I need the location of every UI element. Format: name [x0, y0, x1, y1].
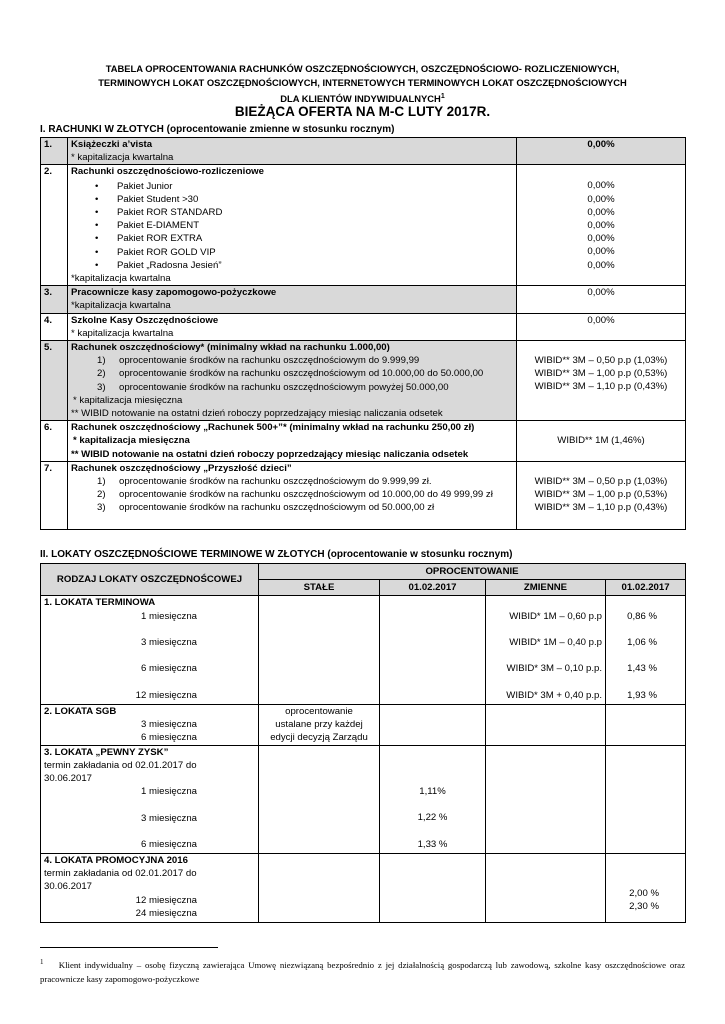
var-cell: [486, 704, 606, 745]
term-label: 1 miesięczna: [141, 786, 197, 798]
term-label: 6 miesięczna: [141, 732, 197, 744]
table-row: [41, 421, 686, 462]
fixed-cell: [259, 854, 380, 923]
row-description: [68, 286, 517, 313]
footnote-text: Klient indywidualny – osobę fizyczną zawierająca Umowę niezwiązaną bezpośrednio z jej działalnością gospodarczą lub zawodową, szkolne kasy oszczędnościowe oraz pracownicze kasy zapomogowo-pożyczkowe: [40, 959, 685, 984]
col-var-header: ZMIENNE: [486, 580, 606, 596]
item-text: oprocentowanie środków na rachunku oszczędnościowym powyżej 50.000,00: [119, 381, 449, 393]
footnote-mark: 1: [40, 958, 44, 966]
deposit-period: 30.06.2017: [44, 772, 93, 784]
list-item: [71, 488, 513, 501]
date1-cell: [380, 854, 486, 923]
rate-value: WIBID** 3M – 1,00 p.p (0,53%): [534, 489, 668, 501]
rate-cell: [606, 745, 686, 854]
var-rate: WIBID* 3M – 0,10 p.p.: [506, 663, 602, 675]
term-label: 12 miesięczna: [135, 689, 197, 701]
rate-value: 0,00%: [587, 193, 615, 205]
row-description: [68, 138, 517, 165]
item-number: 3): [97, 502, 106, 514]
item-number: 3): [97, 381, 106, 393]
rate-value: 1,43 %: [627, 663, 658, 675]
table-row: [41, 165, 686, 286]
rate-value: WIBID** 3M – 1,10 p.p (0,43%): [534, 502, 668, 514]
fixed-cell: [259, 704, 380, 745]
fixed-note: oprocentowanie: [285, 705, 353, 717]
rate-value: 0,00%: [587, 180, 615, 192]
col-date1-header: 01.02.2017: [380, 580, 486, 596]
row-rate: [517, 165, 686, 286]
term-label: 3 miesięczna: [141, 812, 197, 824]
row-title: Szkolne Kasy Oszczędnościowe: [71, 314, 219, 326]
date1-cell: [380, 745, 486, 854]
row-number: 3.: [41, 286, 68, 313]
term-label: 12 miesięczna: [135, 894, 197, 906]
row-title: Rachunek oszczędnościowy „Rachunek 500+”* (minimalny wkład na rachunku 250,00 zł): [71, 422, 475, 434]
row-title: Rachunki oszczędnościowo-rozliczeniowe: [71, 166, 264, 178]
item-text: oprocentowanie środków na rachunku oszczędnościowym do 9.999,99 zł.: [119, 476, 432, 488]
rate-value: WIBID** 3M – 1,10 p.p (0,43%): [534, 381, 668, 393]
item-text: oprocentowanie środków na rachunku oszczędnościowym od 10.000,00 do 50.000,00: [119, 368, 484, 380]
list-item: • Pakiet ROR STANDARD: [71, 206, 513, 219]
rate-value: 0,00%: [587, 259, 615, 271]
rate-value: 0,00%: [587, 206, 615, 218]
table-row: [41, 461, 686, 529]
item-number: 1): [97, 476, 106, 488]
list-item: • Pakiet ROR GOLD VIP: [71, 246, 513, 259]
row-title: Rachunek oszczędnościowy „Przyszłość dzieci”: [71, 462, 292, 474]
col-date2-header: 01.02.2017: [606, 580, 686, 596]
row-title: Rachunek oszczędnościowy* (minimalny wkład na rachunku 1.000,00): [71, 342, 390, 354]
deposit-title: 1. LOKATA TERMINOWA: [44, 597, 156, 609]
rate-value: 1,22 %: [417, 812, 448, 824]
var-rate: WIBID* 3M + 0,40 p.p.: [506, 689, 602, 701]
doc-header-line1: TABELA OPROCENTOWANIA RACHUNKÓW OSZCZĘDNOŚCIOWYCH, OSZCZĘDNOŚCIOWO- ROZLICZENIOWYCH,: [105, 63, 620, 74]
row-number: 7.: [41, 461, 68, 529]
rate-value: 1,06 %: [627, 636, 658, 648]
list-item: [71, 501, 513, 514]
accounts-table: [40, 137, 686, 530]
row-number: 6.: [41, 421, 68, 462]
row-note: *kapitalizacja kwartalna: [71, 273, 171, 285]
header-row: [41, 564, 686, 580]
deposit-kind: [41, 704, 259, 745]
item-text: oprocentowanie środków na rachunku oszczędnościowym od 10.000,00 do 49 999,99 zł: [119, 489, 493, 501]
row-description: [68, 165, 517, 286]
row-rate: WIBID** 1M (1,46%): [517, 421, 686, 462]
row-description: [68, 461, 517, 529]
doc-header-line3-text: DLA KLIENTÓW INDYWIDUALNYCH: [280, 93, 441, 105]
list-item: [71, 381, 513, 394]
table-row: [41, 313, 686, 340]
list-item: [71, 354, 513, 367]
deposits-table: [40, 563, 686, 923]
table-row: [41, 854, 686, 923]
col-kind-header: RODZAJ LOKATY OSZCZĘDNOŚCOWEJ: [41, 564, 259, 596]
table-row: [41, 138, 686, 165]
list-item: • Pakiet ROR EXTRA: [71, 232, 513, 245]
rate-value: 0,86 %: [627, 610, 658, 622]
footnote: [40, 955, 685, 986]
row-title: Pracownicze kasy zapomogowo-pożyczkowe: [71, 287, 277, 299]
var-cell: [486, 596, 606, 705]
list-item: • Pakiet Student >30: [71, 193, 513, 206]
term-label: 3 miesięczna: [141, 636, 197, 648]
table-row: [41, 745, 686, 854]
doc-header-line2: TERMINOWYCH LOKAT OSZCZĘDNOŚCIOWYCH, INTERNETOWYCH TERMINOWYCH LOKAT OSZCZĘDNOŚCIOWYCH: [98, 77, 627, 88]
deposit-kind: [41, 745, 259, 854]
fixed-cell: [259, 596, 380, 705]
rate-value: WIBID** 3M – 0,50 p.p (1,03%): [534, 475, 668, 487]
fixed-note: ustalane przy każdej: [275, 719, 363, 731]
deposit-kind: [41, 596, 259, 705]
deposit-kind: [41, 854, 259, 923]
fixed-note: edycji decyzją Zarządu: [270, 732, 368, 744]
rate-value: 2,30 %: [629, 901, 660, 913]
row-number: 4.: [41, 313, 68, 340]
page-title: BIEŻĄCA OFERTA NA M-C LUTY 2017R.: [234, 104, 491, 119]
rate-value: 1,11%: [419, 786, 446, 798]
rate-value: 2,00 %: [629, 888, 660, 900]
deposit-period: 30.06.2017: [44, 881, 93, 893]
row-description: [68, 341, 517, 421]
row-rate: [517, 341, 686, 421]
table-row: [41, 341, 686, 421]
list-item: • Pakiet „Radosna Jesień”: [71, 259, 513, 272]
deposit-period: termin zakładania od 02.01.2017 do: [44, 868, 197, 880]
rate-cell: [606, 854, 686, 923]
var-cell: [486, 745, 606, 854]
var-rate: WIBID* 1M – 0,40 p.p: [509, 636, 602, 648]
deposit-title: 2. LOKATA SGB: [44, 705, 117, 717]
fixed-cell: [259, 745, 380, 854]
term-label: 3 miesięczna: [141, 719, 197, 731]
col-fixed-header: STAŁE: [259, 580, 380, 596]
row-description: [68, 313, 517, 340]
rate-value: 1,93 %: [627, 689, 658, 701]
footnote-separator: [40, 947, 218, 948]
rate-value: WIBID** 3M – 1,00 p.p (0,53%): [534, 368, 668, 380]
item-number: 2): [97, 368, 106, 380]
row-rate: 0,00%: [517, 138, 686, 165]
term-label: 1 miesięczna: [141, 610, 197, 622]
table-row: [41, 286, 686, 313]
row-note: * kapitalizacja miesięczna: [73, 394, 183, 406]
row-number: 2.: [41, 165, 68, 286]
row-title: Książeczki a’vista: [71, 139, 153, 150]
row-note: * kapitalizacja kwartalna: [71, 152, 174, 164]
table-row: [41, 596, 686, 705]
row-note: * kapitalizacja kwartalna: [71, 327, 174, 339]
list-item: [71, 367, 513, 380]
rate-cell: [606, 704, 686, 745]
date1-cell: [380, 704, 486, 745]
date1-cell: [380, 596, 486, 705]
rate-value: WIBID** 3M – 0,50 p.p (1,03%): [534, 355, 668, 367]
term-label: 6 miesięczna: [141, 663, 197, 675]
row-description: [68, 421, 517, 462]
term-label: 6 miesięczna: [141, 838, 197, 850]
rate-value: 0,00%: [587, 233, 615, 245]
row-note: ** WIBID notowanie na ostatni dzień roboczy poprzedzający miesiąc naliczania odsetek: [71, 448, 469, 460]
row-number: 1.: [41, 138, 68, 165]
rate-value: 0,00%: [587, 220, 615, 232]
deposit-title: 3. LOKATA „PEWNY ZYSK”: [44, 746, 169, 758]
deposit-title: 4. LOKATA PROMOCYJNA 2016: [44, 855, 188, 867]
list-item: [71, 475, 513, 488]
var-cell: [486, 854, 606, 923]
section2-heading: II. LOKATY OSZCZĘDNOŚCIOWE TERMINOWE W ZŁOTYCH (oprocentowanie w stosunku rocznym): [40, 549, 513, 560]
list-item: • Pakiet E-DIAMENT: [71, 219, 513, 232]
table-row: [41, 704, 686, 745]
item-number: 1): [97, 355, 106, 367]
row-note: *kapitalizacja kwartalna: [71, 300, 171, 312]
col-rate-header: OPROCENTOWANIE: [259, 564, 686, 580]
list-item: • Pakiet Junior: [71, 180, 513, 193]
row-rate: [517, 461, 686, 529]
section1-heading: I. RACHUNKI W ZŁOTYCH (oprocentowanie zmienne w stosunku rocznym): [40, 124, 395, 135]
row-note: * kapitalizacja miesięczna: [73, 435, 190, 447]
row-rate: 0,00%: [517, 313, 686, 340]
row-number: 5.: [41, 341, 68, 421]
row-rate: 0,00%: [517, 286, 686, 313]
footnote-ref: 1: [440, 93, 445, 100]
item-text: oprocentowanie środków na rachunku oszczędnościowym do 9.999,99: [119, 355, 420, 367]
item-number: 2): [97, 489, 106, 501]
item-text: oprocentowanie środków na rachunku oszczędnościowym od 50.000,00 zł: [119, 502, 435, 514]
term-label: 24 miesięczna: [135, 907, 197, 919]
rate-value: 1,33 %: [417, 838, 448, 850]
rate-cell: [606, 596, 686, 705]
row-note: ** WIBID notowanie na ostatni dzień roboczy poprzedzający miesiąc naliczania odsetek: [71, 408, 443, 420]
deposit-period: termin zakładania od 02.01.2017 do: [44, 759, 197, 771]
rate-value: 0,00%: [587, 246, 615, 258]
var-rate: WIBID* 1M – 0,60 p.p: [509, 610, 602, 622]
